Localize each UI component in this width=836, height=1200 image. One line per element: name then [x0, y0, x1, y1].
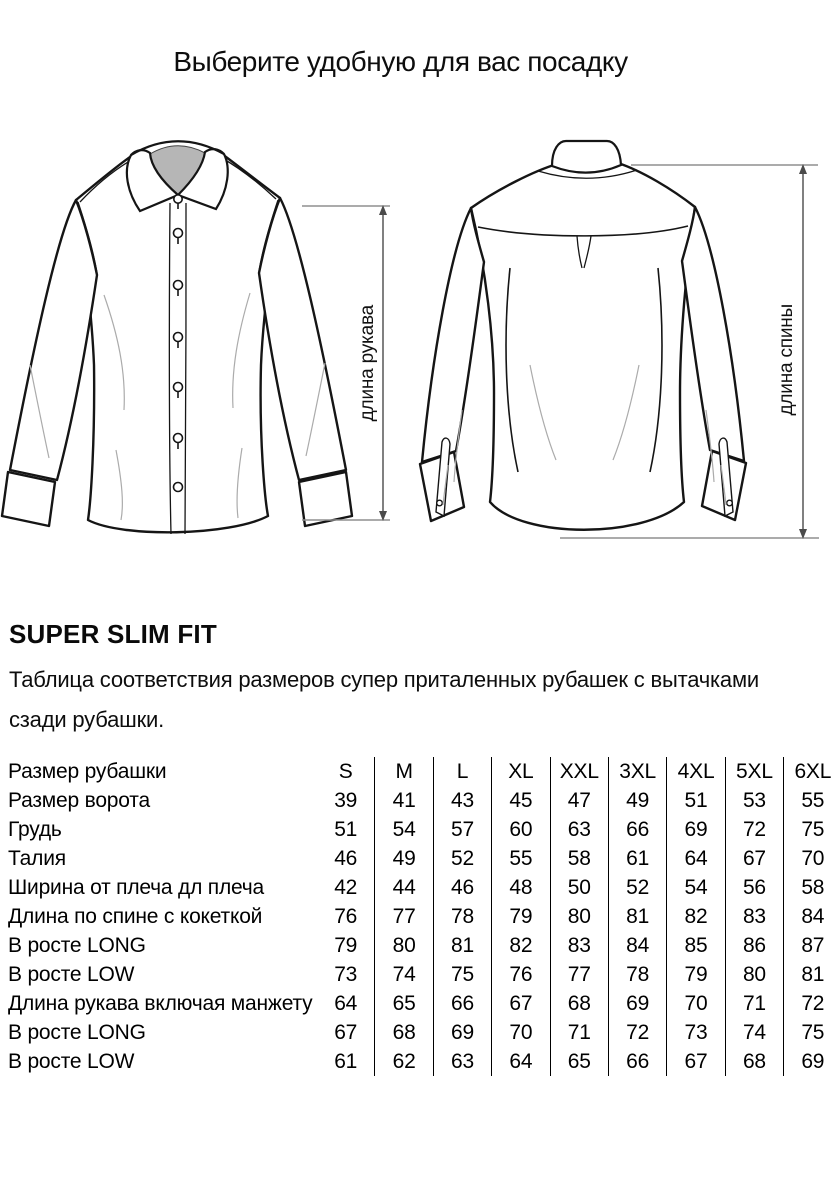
value-cell: 72	[608, 1018, 666, 1047]
value-cell: 81	[608, 902, 666, 931]
value-cell: 70	[784, 844, 836, 873]
value-cell: 61	[608, 844, 666, 873]
value-cell: 77	[375, 902, 433, 931]
section-description	[9, 660, 819, 740]
row-label-cell: В росте LOW	[8, 962, 135, 986]
value-cell: 63	[550, 815, 608, 844]
row-label-cell: Размер рубашки	[8, 759, 167, 783]
value-cell: 51	[667, 786, 725, 815]
value-cell: M	[375, 757, 433, 786]
value-cell: 80	[725, 960, 783, 989]
value-cell: 58	[784, 873, 836, 902]
value-cell: 57	[433, 815, 491, 844]
value-cell: 69	[784, 1047, 836, 1076]
value-cell: 64	[492, 1047, 550, 1076]
value-cell: 69	[608, 989, 666, 1018]
value-cell: 72	[784, 989, 836, 1018]
value-cell: 46	[433, 873, 491, 902]
value-cell: 81	[433, 931, 491, 960]
value-cell: 3XL	[608, 757, 666, 786]
value-cell: 66	[608, 1047, 666, 1076]
value-cell: 65	[375, 989, 433, 1018]
value-cell: 83	[550, 931, 608, 960]
value-cell: 76	[492, 960, 550, 989]
back-length-label: длина спины	[776, 304, 797, 416]
size-table-row	[8, 989, 836, 1018]
value-cell: 63	[433, 1047, 491, 1076]
sleeve-length-label: длина рукава	[357, 304, 378, 422]
row-label-cell: Ширина от плеча дл плеча	[8, 875, 264, 899]
value-cell: 71	[550, 1018, 608, 1047]
size-table	[8, 757, 836, 1076]
value-cell: 78	[433, 902, 491, 931]
value-cell: 71	[725, 989, 783, 1018]
value-cell: 43	[433, 786, 491, 815]
value-cell: 42	[334, 875, 358, 899]
value-cell: 5XL	[725, 757, 783, 786]
value-cell: 85	[667, 931, 725, 960]
value-cell: 68	[375, 1018, 433, 1047]
value-cell: 67	[667, 1047, 725, 1076]
value-cell: L	[433, 757, 491, 786]
value-cell: 84	[784, 902, 836, 931]
value-cell: XXL	[550, 757, 608, 786]
value-cell: 68	[725, 1047, 783, 1076]
value-cell: 82	[492, 931, 550, 960]
value-cell: 74	[725, 1018, 783, 1047]
row-label-cell: Талия	[8, 846, 66, 870]
value-cell: XL	[492, 757, 550, 786]
value-cell: 47	[550, 786, 608, 815]
value-cell: 81	[784, 960, 836, 989]
value-cell: 77	[550, 960, 608, 989]
value-cell: 48	[492, 873, 550, 902]
value-cell: 62	[375, 1047, 433, 1076]
value-cell: 79	[334, 933, 358, 957]
value-cell: 80	[375, 931, 433, 960]
row-label-cell: В росте LONG	[8, 933, 146, 957]
value-cell: 66	[433, 989, 491, 1018]
row-label-cell: Размер ворота	[8, 788, 150, 812]
value-cell: 87	[784, 931, 836, 960]
value-cell: 67	[334, 1020, 358, 1044]
page-title: Выберите удобную для вас посадку	[173, 46, 628, 77]
value-cell: 64	[334, 991, 358, 1015]
value-cell: 70	[667, 989, 725, 1018]
value-cell: 54	[375, 815, 433, 844]
size-table-header-row	[8, 757, 836, 786]
value-cell: 72	[725, 815, 783, 844]
section-heading: SUPER SLIM FIT	[9, 619, 217, 649]
size-table-row	[8, 873, 836, 902]
value-cell: 79	[492, 902, 550, 931]
size-table-row	[8, 960, 836, 989]
value-cell: 45	[492, 786, 550, 815]
value-cell: 64	[667, 844, 725, 873]
value-cell: 46	[334, 846, 358, 870]
row-label-cell: В росте LOW	[8, 1049, 135, 1073]
size-table-row	[8, 815, 836, 844]
value-cell: 76	[334, 904, 358, 928]
size-table-row	[8, 902, 836, 931]
value-cell: 68	[550, 989, 608, 1018]
value-cell: 86	[725, 931, 783, 960]
row-label-cell: В росте LONG	[8, 1020, 146, 1044]
value-cell: 75	[784, 1018, 836, 1047]
value-cell: 58	[550, 844, 608, 873]
value-cell: 61	[334, 1049, 358, 1073]
value-cell: 51	[334, 817, 358, 841]
value-cell: 44	[375, 873, 433, 902]
value-cell: 55	[492, 844, 550, 873]
value-cell: 60	[492, 815, 550, 844]
value-cell: S	[338, 759, 353, 783]
value-cell: 49	[375, 844, 433, 873]
value-cell: 69	[667, 815, 725, 844]
value-cell: 78	[608, 960, 666, 989]
value-cell: 52	[608, 873, 666, 902]
value-cell: 55	[784, 786, 836, 815]
value-cell: 75	[784, 815, 836, 844]
value-cell: 52	[433, 844, 491, 873]
value-cell: 75	[433, 960, 491, 989]
size-table-row	[8, 844, 836, 873]
size-table-row	[8, 786, 836, 815]
value-cell: 49	[608, 786, 666, 815]
value-cell: 56	[725, 873, 783, 902]
description-line: сзади рубашки.	[9, 707, 165, 732]
value-cell: 79	[667, 960, 725, 989]
value-cell: 67	[492, 989, 550, 1018]
row-label-cell: Длина рукава включая манжету	[8, 991, 313, 1015]
row-label-cell: Длина по спине с кокеткой	[8, 904, 263, 928]
value-cell: 39	[334, 788, 358, 812]
value-cell: 69	[433, 1018, 491, 1047]
value-cell: 80	[550, 902, 608, 931]
row-label-cell: Грудь	[8, 817, 62, 841]
value-cell: 41	[375, 786, 433, 815]
value-cell: 66	[608, 815, 666, 844]
size-table-row	[8, 1018, 836, 1047]
size-table-row	[8, 931, 836, 960]
size-table-row	[8, 1047, 836, 1076]
value-cell: 83	[725, 902, 783, 931]
value-cell: 82	[667, 902, 725, 931]
value-cell: 53	[725, 786, 783, 815]
value-cell: 74	[375, 960, 433, 989]
value-cell: 4XL	[667, 757, 725, 786]
value-cell: 6XL	[784, 757, 836, 786]
value-cell: 54	[667, 873, 725, 902]
value-cell: 67	[725, 844, 783, 873]
value-cell: 84	[608, 931, 666, 960]
value-cell: 50	[550, 873, 608, 902]
value-cell: 73	[334, 962, 358, 986]
value-cell: 65	[550, 1047, 608, 1076]
value-cell: 73	[667, 1018, 725, 1047]
description-line: Таблица соответствия размеров супер приталенных рубашек с вытачками	[9, 667, 759, 692]
value-cell: 70	[492, 1018, 550, 1047]
